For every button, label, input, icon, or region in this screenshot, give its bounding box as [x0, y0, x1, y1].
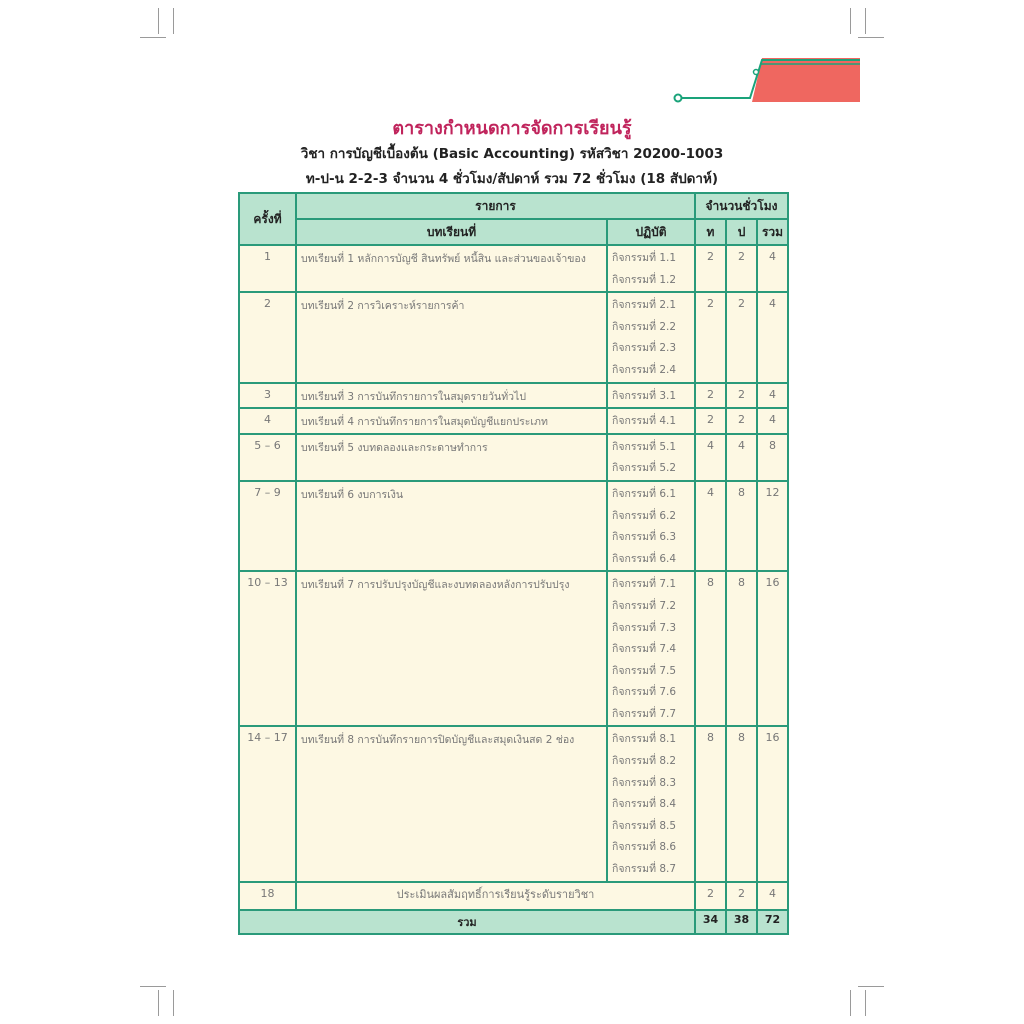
row-session: 3: [239, 383, 296, 409]
row-lesson: บทเรียนที่ 6 งบการเงิน: [296, 481, 607, 571]
row-lesson: บทเรียนที่ 8 การบันทึกรายการปิดบัญชีและสมุดเงินสด 2 ช่อง: [296, 726, 607, 881]
activity-item: กิจกรรมที่ 8.3: [612, 776, 677, 789]
activity-item: กิจกรรมที่ 7.5: [612, 664, 677, 677]
crop-mark: [850, 990, 851, 1016]
crop-mark: [173, 8, 174, 34]
crop-mark: [858, 986, 884, 987]
row-activities: [607, 292, 695, 382]
row-session: 14 – 17: [239, 726, 296, 881]
row-total-hours: 4: [757, 383, 788, 409]
activity-item: กิจกรรมที่ 3.1: [612, 389, 677, 402]
row-lesson: บทเรียนที่ 7 การปรับปรุงบัญชีและงบทดลองหลังการปรับปรุง: [296, 571, 607, 726]
row-total-hours: 4: [757, 408, 788, 434]
row-activities: [607, 481, 695, 571]
row-theory-hours: 8: [695, 571, 726, 726]
row-total-hours: 16: [757, 726, 788, 881]
row-theory-hours: 2: [695, 245, 726, 292]
row-session: 1: [239, 245, 296, 292]
crop-mark: [158, 8, 159, 34]
row-lesson: บทเรียนที่ 2 การวิเคราะห์รายการค้า: [296, 292, 607, 382]
table-row: [239, 383, 788, 409]
activity-item: กิจกรรมที่ 8.4: [612, 798, 677, 811]
activity-item: กิจกรรมที่ 1.2: [612, 273, 677, 286]
activity-item: กิจกรรมที่ 7.2: [612, 599, 677, 612]
summary-label: รวม: [239, 910, 695, 934]
header-items: รายการ: [296, 193, 695, 219]
row-theory-hours: 4: [695, 434, 726, 481]
row-practice-hours: 2: [726, 383, 757, 409]
header-lesson: บทเรียนที่: [296, 219, 607, 245]
row-theory-hours: 2: [695, 292, 726, 382]
row-session: 10 – 13: [239, 571, 296, 726]
activity-item: กิจกรรมที่ 2.3: [612, 342, 677, 355]
header-session: ครั้งที่: [239, 193, 296, 245]
table-row: [239, 571, 788, 726]
row-activities: [607, 408, 695, 434]
table-row: [239, 726, 788, 881]
row-session: 5 – 6: [239, 434, 296, 481]
row-theory-hours: 2: [695, 408, 726, 434]
row-session: 4: [239, 408, 296, 434]
crop-mark: [865, 8, 866, 34]
summary-theory: 34: [695, 910, 726, 934]
page-title: ตารางกำหนดการจัดการเรียนรู้: [392, 118, 632, 139]
activity-item: กิจกรรมที่ 8.7: [612, 863, 677, 876]
row-activities: [607, 383, 695, 409]
row-activities: [607, 434, 695, 481]
row-practice-hours: 2: [726, 292, 757, 382]
row-activities: [607, 245, 695, 292]
row-lesson: บทเรียนที่ 5 งบทดลองและกระดาษทำการ: [296, 434, 607, 481]
crop-mark: [850, 8, 851, 34]
activity-item: กิจกรรมที่ 1.1: [612, 252, 677, 264]
summary-practice: 38: [726, 910, 757, 934]
activity-item: กิจกรรมที่ 5.2: [612, 462, 677, 475]
row-total-hours: 4: [757, 245, 788, 292]
row-theory-hours: 4: [695, 481, 726, 571]
row-theory-hours: 2: [695, 383, 726, 409]
activity-item: กิจกรรมที่ 8.6: [612, 841, 677, 854]
row-total-hours: 8: [757, 434, 788, 481]
row-session: 2: [239, 292, 296, 382]
activity-item: กิจกรรมที่ 6.4: [612, 552, 677, 565]
activity-item: กิจกรรมที่ 2.2: [612, 320, 677, 333]
header-decoration: [670, 50, 870, 110]
row-practice-hours: 2: [726, 245, 757, 292]
activity-item: กิจกรรมที่ 4.1: [612, 415, 677, 428]
evaluation-label: ประเมินผลสัมฤทธิ์การเรียนรู้ระดับรายวิชา: [296, 882, 695, 910]
activity-item: กิจกรรมที่ 7.3: [612, 621, 677, 634]
crop-mark: [158, 990, 159, 1016]
table-row: [239, 434, 788, 481]
row-practice-hours: 4: [726, 434, 757, 481]
activity-item: กิจกรรมที่ 7.4: [612, 643, 677, 656]
row-total-hours: 16: [757, 571, 788, 726]
crop-mark: [140, 37, 166, 38]
row-lesson: บทเรียนที่ 3 การบันทึกรายการในสมุดรายวันทั่วไป: [296, 383, 607, 409]
summary-total: 72: [757, 910, 788, 934]
header-hours: จำนวนชั่วโมง: [695, 193, 788, 219]
activity-item: กิจกรรมที่ 5.1: [612, 440, 677, 453]
activity-item: กิจกรรมที่ 8.2: [612, 755, 677, 768]
crop-mark: [865, 990, 866, 1016]
table-row: [239, 245, 788, 292]
row-practice-hours: 8: [726, 481, 757, 571]
row-practice-hours: 8: [726, 571, 757, 726]
hours-line: ท-ป-น 2-2-3 จำนวน 4 ชั่วโมง/สัปดาห์ รวม 72 ชั่วโมง (18 สัปดาห์): [305, 171, 719, 187]
header-theory-hours: ท: [695, 219, 726, 245]
table-row: [239, 292, 788, 382]
activity-item: กิจกรรมที่ 2.4: [612, 363, 677, 376]
crop-mark: [140, 986, 166, 987]
subject-line: วิชา การบัญชีเบื้องต้น (Basic Accounting) รหัสวิชา 20200-1003: [300, 146, 724, 162]
crop-mark: [858, 37, 884, 38]
activity-item: กิจกรรมที่ 6.1: [612, 487, 677, 500]
schedule-table: [238, 192, 789, 935]
evaluation-practice: 2: [726, 882, 757, 910]
row-activities: [607, 571, 695, 726]
row-lesson: บทเรียนที่ 4 การบันทึกรายการในสมุดบัญชีแยกประเภท: [296, 408, 607, 434]
activity-item: กิจกรรมที่ 8.1: [612, 733, 677, 746]
header-total-hours: รวม: [757, 219, 788, 245]
header-practice: ปฏิบัติ: [607, 219, 695, 245]
row-total-hours: 4: [757, 292, 788, 382]
activity-item: กิจกรรมที่ 7.7: [612, 707, 677, 720]
activity-item: กิจกรรมที่ 7.1: [612, 578, 677, 591]
activity-item: กิจกรรมที่ 6.2: [612, 509, 677, 522]
activity-item: กิจกรรมที่ 8.5: [612, 819, 677, 832]
row-lesson: บทเรียนที่ 1 หลักการบัญชี สินทรัพย์ หนี้สิน และส่วนของเจ้าของ: [296, 245, 607, 292]
table-row: [239, 408, 788, 434]
row-session: 7 – 9: [239, 481, 296, 571]
row-practice-hours: 8: [726, 726, 757, 881]
crop-mark: [173, 990, 174, 1016]
row-activities: [607, 726, 695, 881]
activity-item: กิจกรรมที่ 7.6: [612, 686, 677, 699]
evaluation-theory: 2: [695, 882, 726, 910]
table-row: [239, 481, 788, 571]
row-practice-hours: 2: [726, 408, 757, 434]
activity-item: กิจกรรมที่ 2.1: [612, 299, 677, 312]
evaluation-session: 18: [239, 882, 296, 910]
row-theory-hours: 8: [695, 726, 726, 881]
row-total-hours: 12: [757, 481, 788, 571]
evaluation-total: 4: [757, 882, 788, 910]
header-practice-hours: ป: [726, 219, 757, 245]
activity-item: กิจกรรมที่ 6.3: [612, 531, 677, 544]
